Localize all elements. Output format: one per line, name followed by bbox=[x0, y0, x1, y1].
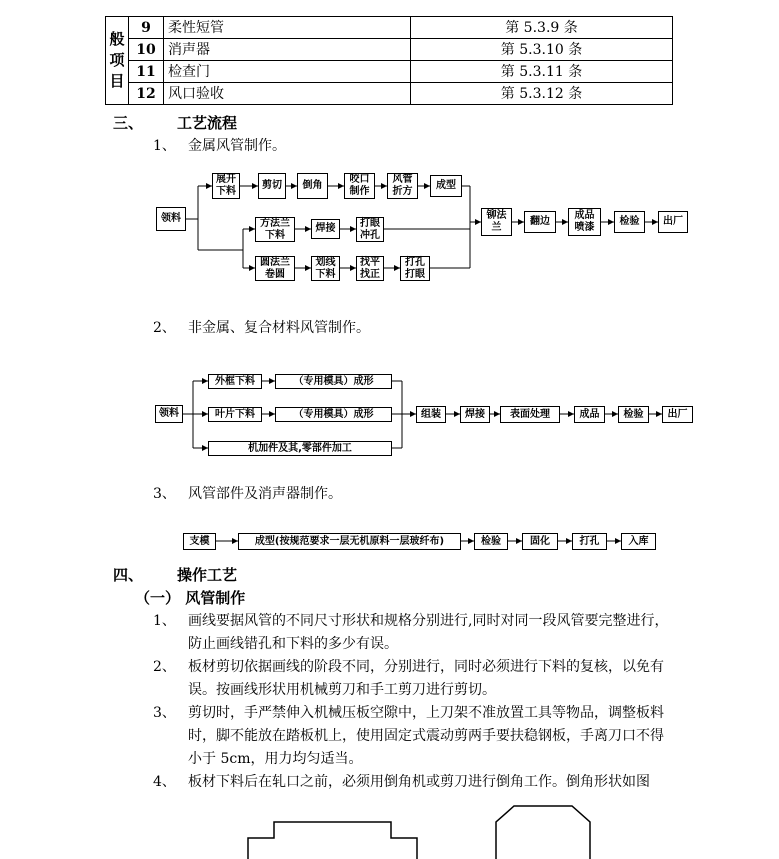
row-ref: 第 5.3.9 条 bbox=[411, 17, 673, 39]
item-text: 风管部件及消声器制作。 bbox=[188, 486, 342, 502]
flow1-step: 剪切 bbox=[258, 173, 286, 199]
flow1-step: 检验 bbox=[614, 211, 645, 233]
flow1-step: 找平 找正 bbox=[356, 256, 384, 281]
para-num: 2、 bbox=[153, 659, 176, 675]
row-num: 10 bbox=[129, 39, 164, 61]
flow1-step: 焊接 bbox=[311, 219, 340, 239]
flow3-step: 固化 bbox=[522, 533, 558, 550]
row-num: 11 bbox=[129, 61, 164, 83]
para-num: 3、 bbox=[153, 705, 176, 721]
flow1-step: 打眼 冲孔 bbox=[356, 217, 384, 242]
row-name: 风口验收 bbox=[164, 83, 411, 105]
flow2-step: 机加件及其,零部件加工 bbox=[208, 441, 392, 456]
flow2-step: 焊接 bbox=[460, 406, 490, 423]
flow1-step: 翻边 bbox=[524, 211, 556, 233]
row-ref: 第 5.3.10 条 bbox=[411, 39, 673, 61]
row-num: 12 bbox=[129, 83, 164, 105]
flow2-lingliao: 领料 bbox=[155, 405, 183, 423]
subsection-title: （一） 风管制作 bbox=[135, 589, 246, 607]
para-num: 4、 bbox=[153, 774, 176, 790]
flow1-step: 展开 下料 bbox=[212, 173, 240, 199]
flow2-step: （专用模具）成形 bbox=[275, 374, 392, 389]
flow3-step: 检验 bbox=[474, 533, 508, 550]
para-text: 剪切时，手严禁伸入机械压板空隙中，上刀架不准放置工具等物品，调整板料时，脚不能放在踏板机上，使用固定式震动剪两手要扶稳钢板，手离刀口不得小于 5cm，用力均匀适当。 bbox=[188, 705, 664, 767]
flow3-step: 成型(按规范要求一层无机原料一层玻纤布) bbox=[238, 533, 461, 550]
flow3-step: 入库 bbox=[621, 533, 656, 550]
flow1-step: 圆法兰 卷圆 bbox=[255, 256, 295, 281]
flow2-step: 表面处理 bbox=[500, 406, 560, 423]
section3-title: 工艺流程 bbox=[177, 114, 238, 132]
flow1-step: 方法兰 下料 bbox=[255, 217, 295, 242]
flow2-step: 成品 bbox=[574, 406, 605, 423]
flow3-step: 支模 bbox=[183, 533, 216, 550]
row-ref: 第 5.3.11 条 bbox=[411, 61, 673, 83]
flow1-step: 咬口 制作 bbox=[344, 173, 375, 199]
flow2-step: 组装 bbox=[416, 406, 446, 423]
row-ref: 第 5.3.12 条 bbox=[411, 83, 673, 105]
item-num: 3、 bbox=[153, 486, 176, 502]
flow1-lingliao: 领料 bbox=[156, 207, 186, 231]
row-name: 柔性短管 bbox=[164, 17, 411, 39]
item-num: 2、 bbox=[153, 320, 176, 336]
flow1-step: 出厂 bbox=[658, 211, 688, 233]
para-text: 画线要据风管的不同尺寸形状和规格分别进行,同时对同一段风管要完整进行，防止画线错孔和下料的多少有误。 bbox=[188, 613, 669, 652]
section4-title: 操作工艺 bbox=[177, 566, 238, 584]
row-name: 消声器 bbox=[164, 39, 411, 61]
item-text: 金属风管制作。 bbox=[188, 138, 286, 154]
flow2-step: 出厂 bbox=[662, 406, 693, 423]
row-name: 检查门 bbox=[164, 61, 411, 83]
flow2-step: 外框下料 bbox=[208, 374, 262, 389]
flow3-step: 打孔 bbox=[572, 533, 607, 550]
section3-num: 三、 bbox=[113, 114, 144, 132]
row-num: 9 bbox=[129, 17, 164, 39]
flow1-step: 成品 喷漆 bbox=[568, 208, 601, 236]
para-text: 板材剪切依据画线的阶段不同，分别进行，同时必须进行下料的复核，以免有误。按画线形状用机械剪刀和手工剪刀进行剪切。 bbox=[188, 659, 664, 698]
flow1-step: 风管 折方 bbox=[387, 173, 418, 199]
para-num: 1、 bbox=[153, 613, 176, 629]
para-text: 板材下料后在轧口之前，必须用倒角机或剪刀进行倒角工作。倒角形状如图 bbox=[188, 774, 650, 790]
flow1-step: 打孔 打眼 bbox=[400, 256, 430, 281]
section4-num: 四、 bbox=[113, 566, 144, 584]
flow2-step: （专用模具）成形 bbox=[275, 407, 392, 422]
flow1-step: 铆法 兰 bbox=[481, 208, 512, 236]
flow2-step: 检验 bbox=[618, 406, 649, 423]
item-text: 非金属、复合材料风管制作。 bbox=[188, 320, 370, 336]
flow1-step: 倒角 bbox=[297, 173, 328, 199]
flow1-step: 成型 bbox=[430, 175, 462, 197]
flow1-step: 划线 下料 bbox=[311, 256, 340, 281]
group-label: 般 项 目 bbox=[109, 30, 125, 90]
item-num: 1、 bbox=[153, 138, 176, 154]
flow2-step: 叶片下料 bbox=[208, 407, 262, 422]
